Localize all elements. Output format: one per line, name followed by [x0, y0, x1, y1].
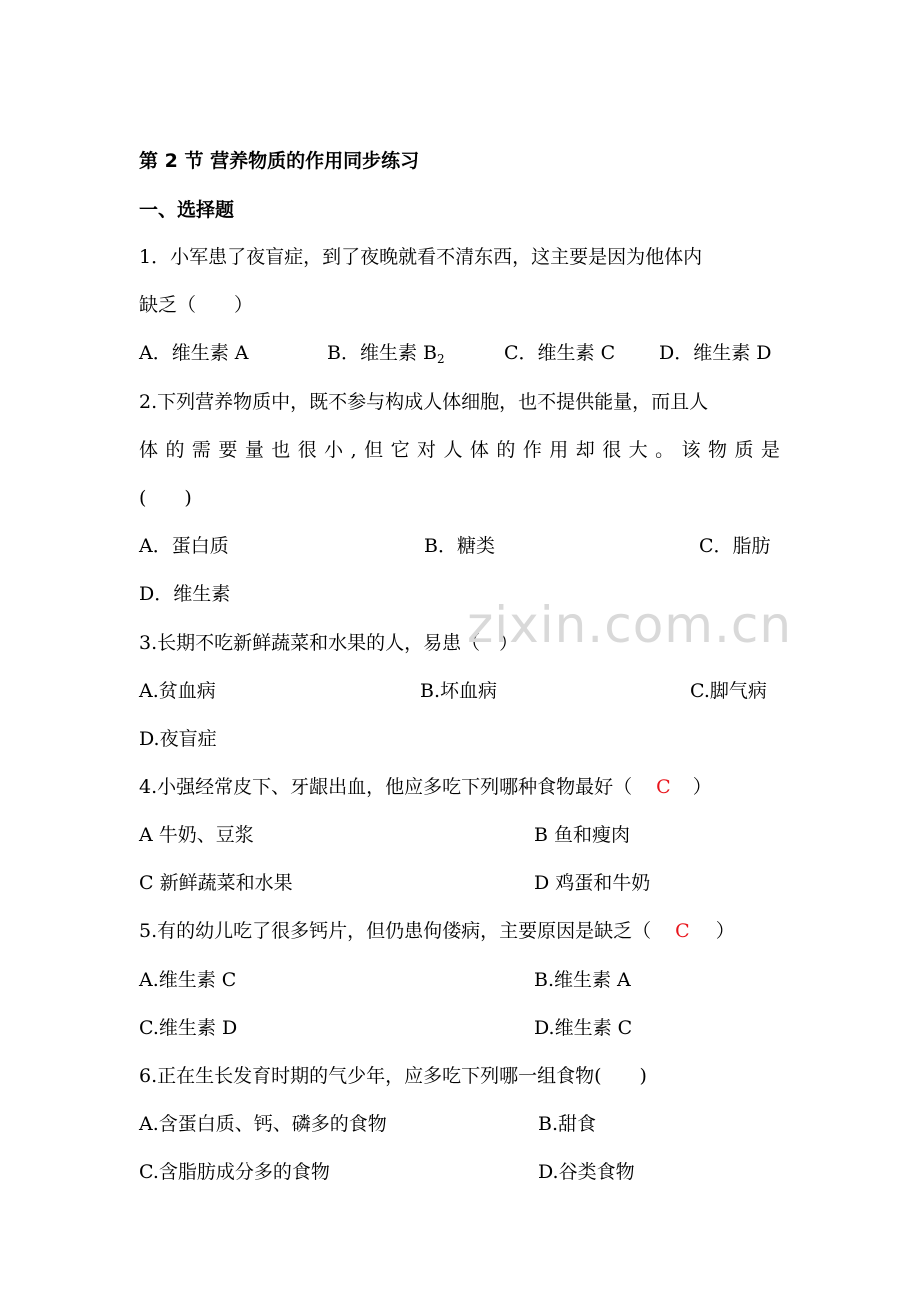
question-4-answer: C	[656, 776, 671, 798]
q5-option-a: A.维生素 C	[139, 969, 237, 991]
question-2-line-2-char: 量	[244, 439, 264, 461]
question-2-line-2-char: 但	[364, 439, 384, 461]
question-2-line-2-char: 是	[760, 439, 780, 461]
section-heading: 一、选择题	[139, 199, 235, 221]
q1-option-c: C．维生素 C	[504, 342, 616, 364]
q5-option-d: D.维生素 C	[534, 1017, 633, 1039]
question-6: 6.正在生长发育时期的气少年，应多吃下列哪一组食物( )	[139, 1065, 647, 1087]
watermark-text: zixin.com.cn	[467, 596, 793, 654]
q6-option-b: B.甜食	[538, 1113, 597, 1135]
q1-option-b-subscript: 2	[436, 352, 445, 366]
q2-option-b: B．糖类	[424, 535, 495, 557]
q5-option-b: B.维生素 A	[534, 969, 631, 991]
question-2-line-2-char: 要	[218, 439, 238, 461]
question-5-text: 5.有的幼儿吃了很多钙片，但仍患佝偻病，主要原因是缺乏（	[139, 920, 652, 942]
q2-option-c: C．脂肪	[699, 535, 771, 557]
question-2-line-2-char: 该	[681, 439, 701, 461]
question-5	[139, 918, 735, 944]
question-4	[139, 774, 780, 800]
question-5-answer: C	[675, 920, 690, 942]
question-4-close: ）	[692, 776, 712, 798]
question-1-line-2: 缺乏（ ）	[139, 294, 254, 316]
question-2-line-2-char: 体	[139, 439, 159, 461]
q6-option-c: C.含脂肪成分多的食物	[139, 1161, 330, 1183]
page-title: 第 2 节 营养物质的作用同步练习	[139, 150, 420, 172]
q3-option-c: C.脚气病	[690, 680, 767, 702]
question-2-line-2-char: 的	[165, 439, 185, 461]
question-2-line-2	[139, 437, 780, 463]
question-2-line-2-char: 对	[417, 439, 437, 461]
question-2-line-2-char: 小	[324, 439, 344, 461]
q3-option-d: D.夜盲症	[139, 728, 217, 750]
question-2-line-2-char: 大	[628, 439, 648, 461]
q6-option-d: D.谷类食物	[538, 1161, 635, 1183]
q4-option-a: A 牛奶、豆浆	[139, 824, 254, 846]
q2-option-d: D．维生素	[139, 583, 231, 605]
q1-option-d: D．维生素 D	[659, 342, 772, 364]
q4-option-c: C 新鲜蔬菜和水果	[139, 872, 293, 894]
q1-option-b-text: B．维生素 B	[327, 342, 437, 364]
q3-option-b: B.坏血病	[420, 680, 498, 702]
question-2-line-2-char: 很	[297, 439, 317, 461]
question-2-line-3: ( )	[139, 487, 192, 509]
question-2-line-2-char: 物	[708, 439, 728, 461]
q6-option-a: A.含蛋白质、钙、磷多的食物	[139, 1113, 387, 1135]
question-2-line-2-char: 人	[443, 439, 463, 461]
question-2-line-2-char: 却	[575, 439, 595, 461]
q5-option-c: C.维生素 D	[139, 1017, 238, 1039]
question-2-line-2-char: 体	[469, 439, 489, 461]
q3-option-a: A.贫血病	[139, 680, 216, 702]
question-2-line-2-char: 。	[655, 439, 675, 461]
question-2-line-2-char: 需	[191, 439, 211, 461]
question-4-text: 4.小强经常皮下、牙龈出血，他应多吃下列哪种食物最好（	[139, 776, 633, 798]
question-2-line-1: 2.下列营养物质中，既不参与构成人体细胞，也不提供能量，而且人	[139, 391, 709, 413]
question-2-line-2-char: 它	[390, 439, 410, 461]
question-2-line-2-char: 的	[496, 439, 516, 461]
q4-option-b: B 鱼和瘦肉	[534, 824, 631, 846]
question-2-line-2-char: 作	[522, 439, 542, 461]
question-1-line-1: 1．小军患了夜盲症，到了夜晚就看不清东西，这主要是因为他体内	[139, 246, 703, 268]
question-2-line-2-char: 质	[734, 439, 754, 461]
question-2-line-2-char: 也	[271, 439, 291, 461]
question-2-line-2-char: ,	[350, 439, 357, 461]
question-3: 3.长期不吃新鲜蔬菜和水果的人，易患（ ）	[139, 632, 519, 654]
q2-option-a: A．蛋白质	[139, 535, 229, 557]
q1-option-b	[327, 340, 445, 372]
question-2-line-2-char: 很	[602, 439, 622, 461]
q1-option-a: A．维生素 A	[139, 342, 249, 364]
q4-option-d: D 鸡蛋和牛奶	[534, 872, 651, 894]
question-2-line-2-char: 用	[549, 439, 569, 461]
question-5-close: ）	[715, 920, 735, 942]
